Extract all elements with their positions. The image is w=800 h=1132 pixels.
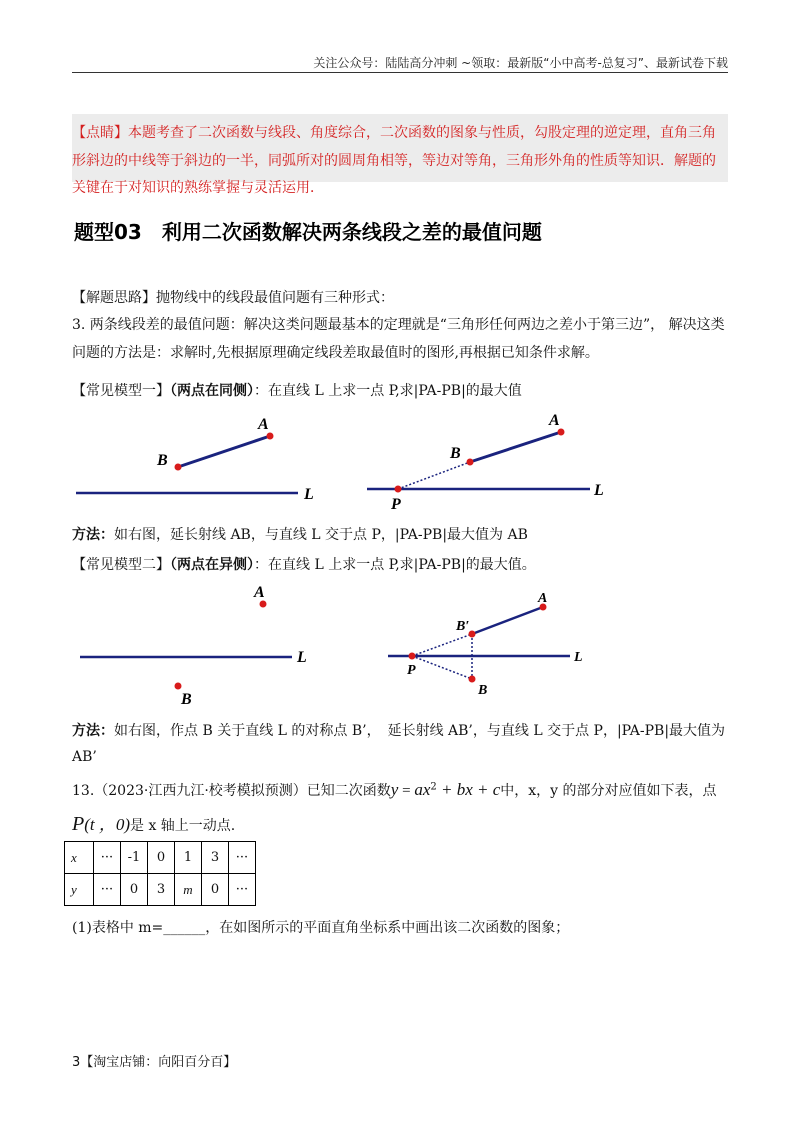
model1-method — [72, 524, 528, 544]
model2-right-label-L: L — [574, 650, 583, 665]
model2-right-segment-BprimeA — [472, 607, 543, 634]
model2-right-point-Bprime — [469, 631, 476, 638]
problem-number: 13. — [72, 783, 95, 799]
model2-method-line1 — [72, 720, 725, 740]
value-table — [64, 841, 256, 906]
comment-label: 【点睛】 — [72, 125, 128, 141]
model1-right-point-A — [558, 429, 565, 436]
model1-right-point-P — [395, 486, 402, 493]
model2-right-point-B — [469, 676, 476, 683]
problem-source: （2023·江西九江·校考模拟预测）已知二次函数 — [94, 783, 391, 799]
model1-left-label-A: A — [258, 416, 269, 433]
page-footer: 3【淘宝店铺：向阳百分百】 — [72, 1055, 237, 1070]
table-cell: 3 — [148, 874, 175, 906]
model1-left-point-A — [267, 433, 274, 440]
point-coords: (t ，0) — [84, 815, 131, 834]
model1-left-label-B: B — [157, 452, 168, 469]
model1-left-point-B — [175, 464, 182, 471]
model2-right-label-B: B — [478, 683, 488, 698]
model2-left-label-L: L — [297, 649, 307, 666]
formula-rest: + bx + c — [436, 780, 501, 799]
model2-left-label-B: B — [181, 691, 192, 708]
model2-right-dotted-PB — [412, 656, 472, 679]
model1-method-label: 方法： — [72, 527, 114, 543]
model1-label: 【常见模型一】 — [72, 383, 170, 399]
model2-figure — [60, 580, 620, 710]
approach-point-3: 3. 两条线段差的最值问题：解决这类问题最基本的定理就是“三角形任何两边之差小于第三边”， 解决这类问题的方法是：求解时,先根据原理确定线段差取最值时的图形,再根据已知条件求解。 — [72, 317, 725, 361]
model2-text: ：在直线 L 上求一点 P,求|PA-PB|的最大值。 — [254, 557, 536, 573]
point-description: 是 x 轴上一动点. — [130, 818, 236, 834]
model1-bold: （两点在同侧） — [170, 383, 254, 399]
model1-left-segment-AB — [178, 436, 270, 467]
comment-body: 本题考查了二次函数与线段、角度综合，二次函数的图象与性质，勾股定理的逆定理，直角三角形斜边的中线等于斜边的一半，同弧所对的圆周角相等，等边对等角，三角形外角的性质等知识．解题的关键在于对知识的熟练掌握与灵活运用． — [72, 125, 716, 196]
table-cell: ··· — [229, 874, 256, 906]
header-divider — [72, 72, 728, 73]
model2-right-label-A: A — [538, 591, 548, 606]
model1-figure — [60, 405, 620, 520]
model2-method-line2: AB’ — [72, 749, 97, 765]
table-row-y — [65, 874, 256, 906]
model2-method-text: 如右图，作点 B 关于直线 L 的对称点 B’， 延长射线 AB’，与直线 L 交于点 P，|PA-PB|最大值为 — [114, 723, 726, 739]
model2-method-label: 方法： — [72, 723, 114, 739]
model2-left-label-A: A — [254, 584, 265, 601]
model2-right-point-P — [409, 653, 416, 660]
table-cell: m — [175, 874, 202, 906]
problem-statement-line1 — [72, 780, 717, 800]
point-P: P — [72, 813, 85, 835]
table-cell: -1 — [121, 842, 148, 874]
table-cell: 0 — [121, 874, 148, 906]
table-cell: 3 — [202, 842, 229, 874]
model1-right-label-P: P — [391, 496, 401, 513]
table-row-x — [65, 842, 256, 874]
model1-right-point-B — [467, 459, 474, 466]
section-title: 题型03 利用二次函数解决两条线段之差的最值问题 — [74, 220, 542, 244]
table-cell: 1 — [175, 842, 202, 874]
formula-eq: = — [398, 783, 415, 799]
model1-right-segment-BA — [470, 432, 561, 462]
model1-right-label-A: A — [549, 412, 560, 429]
table-cell: 0 — [202, 874, 229, 906]
model1-right-label-L: L — [594, 482, 604, 499]
page-header: 关注公众号：陆陆高分冲刺 ~领取：最新版“小中高考-总复习”、最新试卷下载 — [313, 56, 728, 70]
model2-bold: （两点在异侧） — [170, 557, 254, 573]
table-cell: ··· — [94, 874, 121, 906]
comment-text — [72, 120, 728, 203]
model1-method-text: 如右图，延长射线 AB，与直线 L 交于点 P，|PA-PB|最大值为 AB — [114, 527, 528, 543]
problem-after-formula: 中，x，y 的部分对应值如下表，点 — [500, 783, 717, 799]
formula-x: x — [422, 780, 431, 799]
formula-y: y — [390, 780, 399, 799]
model1-left-label-L: L — [304, 486, 314, 503]
model2-left-point-B — [175, 683, 182, 690]
model1-heading — [72, 380, 522, 400]
model1-right-dotted-PB — [398, 462, 470, 489]
table-cell: ··· — [229, 842, 256, 874]
model2-label: 【常见模型二】 — [72, 557, 170, 573]
problem-statement-line2 — [72, 810, 235, 836]
model2-heading — [72, 554, 536, 574]
formula-exp: 2 — [430, 781, 437, 793]
approach-intro: 【解题思路】抛物线中的线段最值问题有三种形式： — [72, 290, 394, 306]
model2-left-point-A — [260, 601, 267, 608]
table-cell: y — [65, 874, 94, 906]
model2-right-label-Bprime: B′ — [456, 619, 470, 634]
table-cell: 0 — [148, 842, 175, 874]
model2-right-dotted-PBprime — [412, 634, 472, 656]
model1-right-label-B: B — [450, 445, 461, 462]
formula-a: a — [414, 780, 423, 799]
question-1: (1)表格中 m=______，在如图所示的平面直角坐标系中画出该二次函数的图象； — [72, 920, 570, 936]
table-cell: ··· — [94, 842, 121, 874]
table-cell: x — [65, 842, 94, 874]
model2-right-label-P: P — [407, 663, 416, 678]
model1-text: ：在直线 L 上求一点 P,求|PA-PB|的最大值 — [254, 383, 522, 399]
